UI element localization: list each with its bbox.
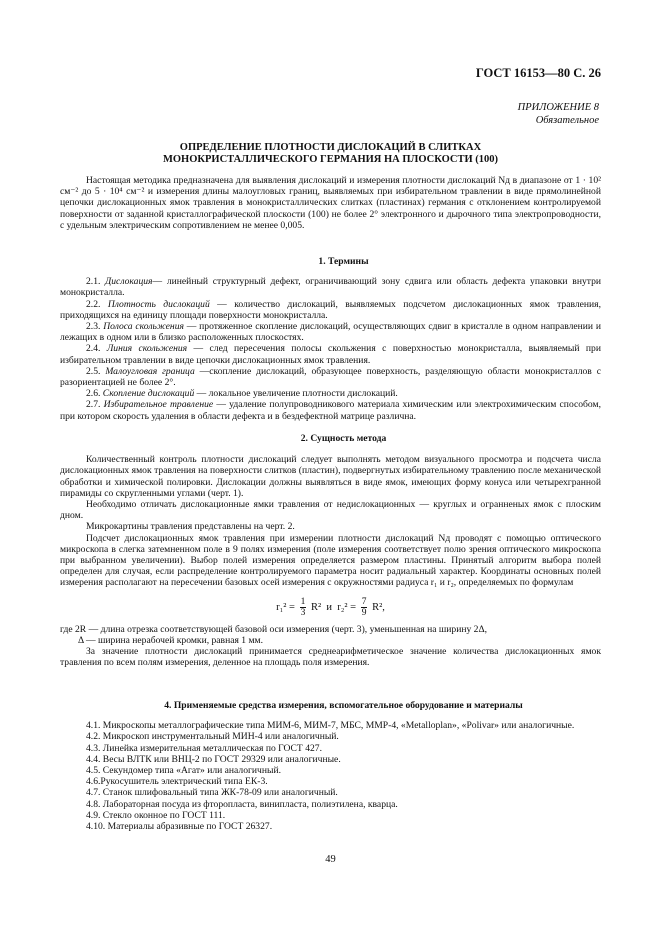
formula-r1: r₁² = bbox=[276, 601, 295, 613]
equipment-item: 4.8. Лабораторная посуда из фторопласта, винипласта, полиэтилена, кварца. bbox=[86, 798, 398, 810]
term-number: 2.3. bbox=[86, 321, 101, 333]
equipment-list bbox=[60, 720, 601, 832]
method-paragraph-1: Количественный контроль плотности дислокаций следует выполнять методом визуального просмотра и подсчета числа дислокационных ямок травления на поверхности слитков (пластин), подвергнутых избирательному травлению после механической обработки и химической полировки. Дислокации должны выявляться в виде ямок, имеющих форму конуса или четырехгранной пирамиды со скругленными углами (черт. 1). bbox=[60, 454, 601, 499]
equipment-item: 4.7. Станок шлифовальный типа ЖК-78-09 или аналогичный. bbox=[86, 787, 338, 799]
equipment-item: 4.2. Микроскоп инструментальный МИН-4 или аналогичный. bbox=[86, 731, 339, 743]
formula-end: , bbox=[382, 601, 385, 613]
method-paragraph-5: где 2R — длина отрезка соответствующей базовой оси измерения (черт. 3), уменьшенная на ширину 2Δ, bbox=[60, 623, 488, 635]
term-number: 2.4. bbox=[86, 343, 101, 355]
appendix-status: Обязательное bbox=[535, 115, 599, 126]
equipment-item: 4.10. Материалы абразивные по ГОСТ 26327. bbox=[86, 821, 273, 833]
term-number: 2.2. bbox=[86, 298, 101, 310]
section-4 bbox=[60, 700, 601, 832]
method-paragraph-2: Необходимо отличать дислокационные ямки травления от недислокационных — круглых и огранненых ямок с плоским дном. bbox=[60, 499, 601, 522]
section-1 bbox=[60, 256, 601, 422]
term-name: Скопление дислокаций bbox=[102, 388, 195, 400]
equipment-item: 4.4. Весы ВЛТК или ВНЦ-2 по ГОСТ 29329 или аналогичные. bbox=[86, 753, 341, 765]
term-item bbox=[60, 299, 601, 321]
section-2 bbox=[60, 433, 601, 668]
term-item bbox=[60, 366, 601, 388]
formula-r2: r₂² = bbox=[337, 601, 357, 613]
intro-block bbox=[60, 175, 601, 231]
section-1-heading: 1. Термины bbox=[318, 256, 369, 267]
term-definition: — протяженное скопление дислокаций, осуществляющих сдвиг в кристалле в одном направлении и лежащих в одном или в близко расположенных плоскостях. bbox=[60, 321, 601, 344]
fraction-1-numerator: 1 bbox=[300, 596, 306, 607]
formula-R-1: R² bbox=[310, 601, 322, 613]
term-item bbox=[60, 399, 601, 421]
fraction-2-numerator: 7 bbox=[361, 596, 367, 607]
method-paragraph-6: Δ — ширина нерабочей кромки, равная 1 мм. bbox=[78, 634, 264, 646]
term-name: Плотность дислокаций bbox=[107, 298, 210, 310]
term-item bbox=[60, 388, 601, 399]
formula-fraction-2 bbox=[361, 597, 368, 618]
equipment-item: 4.5. Секундомер типа «Агат» или аналогичный. bbox=[86, 765, 281, 777]
gost-header: ГОСТ 16153—80 С. 26 bbox=[475, 66, 601, 80]
formula-R-2: R² bbox=[372, 601, 383, 613]
title-line-1: ОПРЕДЕЛЕНИЕ ПЛОТНОСТИ ДИСЛОКАЦИЙ В СЛИТКАХ bbox=[179, 142, 482, 153]
term-item bbox=[60, 343, 601, 365]
term-number: 2.1. bbox=[86, 276, 101, 288]
term-definition: —скопление дислокаций, образующее поверхность, разделяющую области монокристаллов с разориентацией не более 2°. bbox=[60, 365, 601, 389]
formula-and: и bbox=[326, 601, 332, 613]
method-paragraph-7: За значение плотности дислокаций принимается среднеарифметическое значение количества дислокационных ямок травления по всем полям измерения, деленное на площадь поля измерения. bbox=[60, 646, 601, 669]
fraction-2-denominator: 9 bbox=[361, 607, 367, 618]
fraction-1-denominator: 3 bbox=[300, 607, 306, 618]
term-number: 2.5. bbox=[86, 365, 101, 377]
term-name: Избирательное травление bbox=[103, 399, 214, 411]
term-definition: — удаление полупроводникового материала химическим или электрохимическим способом, при котором скорость удаления в области дефекта и в бездефектной матрице различна. bbox=[60, 399, 602, 422]
appendix-block bbox=[518, 101, 599, 127]
term-definition: — количество дислокаций, выявляемых подсчетом дислокационных ямок травления, приходящихся на единицу площади поверхности монокристалла. bbox=[60, 298, 601, 321]
term-number: 2.6. bbox=[86, 388, 101, 400]
term-definition: — локальное увеличение плотности дислокаций. bbox=[194, 388, 398, 400]
section-2-heading: 2. Сущность метода bbox=[300, 433, 387, 444]
appendix-label: ПРИЛОЖЕНИЕ 8 bbox=[517, 102, 599, 113]
equipment-item: 4.9. Стекло оконное по ГОСТ 111. bbox=[86, 809, 226, 821]
term-definition: — след пересечения полосы скольжения с поверхностью монокристалла, выявляемый при избирательном травлении в виде цепочки дислокационных ямок травления. bbox=[60, 343, 601, 366]
term-definition: — линейный структурный дефект, ограничивающий зону сдвига или область дефекта упаковки внутри монокристалла. bbox=[60, 276, 601, 299]
term-name: Полоса скольжения bbox=[103, 321, 184, 333]
terms-list bbox=[60, 276, 601, 422]
method-paragraph-3: Микрокартины травления представлены на черт. 2. bbox=[86, 521, 295, 533]
title-line-2: МОНОКРИСТАЛЛИЧЕСКОГО ГЕРМАНИЯ НА ПЛОСКОСТИ (100) bbox=[162, 154, 499, 165]
term-name: Дислокация bbox=[105, 276, 153, 288]
page-title bbox=[60, 142, 601, 166]
radius-formula bbox=[60, 597, 601, 618]
equipment-item: 4.6.Рукосушитель электрический типа ЕК-3. bbox=[86, 776, 268, 788]
intro-paragraph: Настоящая методика предназначена для выявления дислокаций и измерения плотности дислокаций Nд в диапазоне от 1 · 10² см⁻² до 5 · 10⁴ см⁻² и измерения длины малоугловых границ, выявляемых при избирательном травлении в виде прямолинейной цепочки дислокационных ямок травления в монокристаллических слитках (пластинах) германия с отклонением контролируемой поверхности от заданной кристаллографической плоскости (100) не более 2° электронного и дырочного типа электропроводности, с удельным электрическим сопротивлением не менее 0,005. bbox=[60, 175, 601, 231]
term-item bbox=[60, 276, 601, 298]
term-name: Малоугловая граница bbox=[105, 365, 195, 377]
equipment-item: 4.1. Микроскопы металлографические типа МИМ-6, МИМ-7, МБС, ММР-4, «Metalloplan», «Polivar» или аналогичные. bbox=[86, 720, 575, 732]
term-number: 2.7. bbox=[86, 399, 101, 411]
formula-fraction-1 bbox=[300, 597, 307, 618]
method-paragraph-4: Подсчет дислокационных ямок травления при измерении плотности дислокаций Nд проводят с помощью оптического микроскопа в слегка затемненном поле в 9 полях измерения (поле измерения соответствует полю зрения оптического микроскопа при выбранном увеличении). Выбор полей измерения определяется размером пластины. Принятый алгоритм выбора полей определен для случая, если распределение контролируемого параметра носит радиальный характер. Координаты основных полей измерения располагают на пересечении базовых осей измерения с окружностями радиуса r₁ и r₂, определяемых по формулам bbox=[60, 532, 601, 589]
equipment-item: 4.3. Линейка измерительная металлическая по ГОСТ 427. bbox=[86, 742, 322, 754]
page-number: 49 bbox=[325, 854, 336, 865]
term-item bbox=[60, 321, 601, 343]
term-name: Линия скольжения bbox=[106, 343, 188, 355]
section-4-heading: 4. Применяемые средства измерения, вспомогательное оборудование и материалы bbox=[164, 700, 523, 711]
